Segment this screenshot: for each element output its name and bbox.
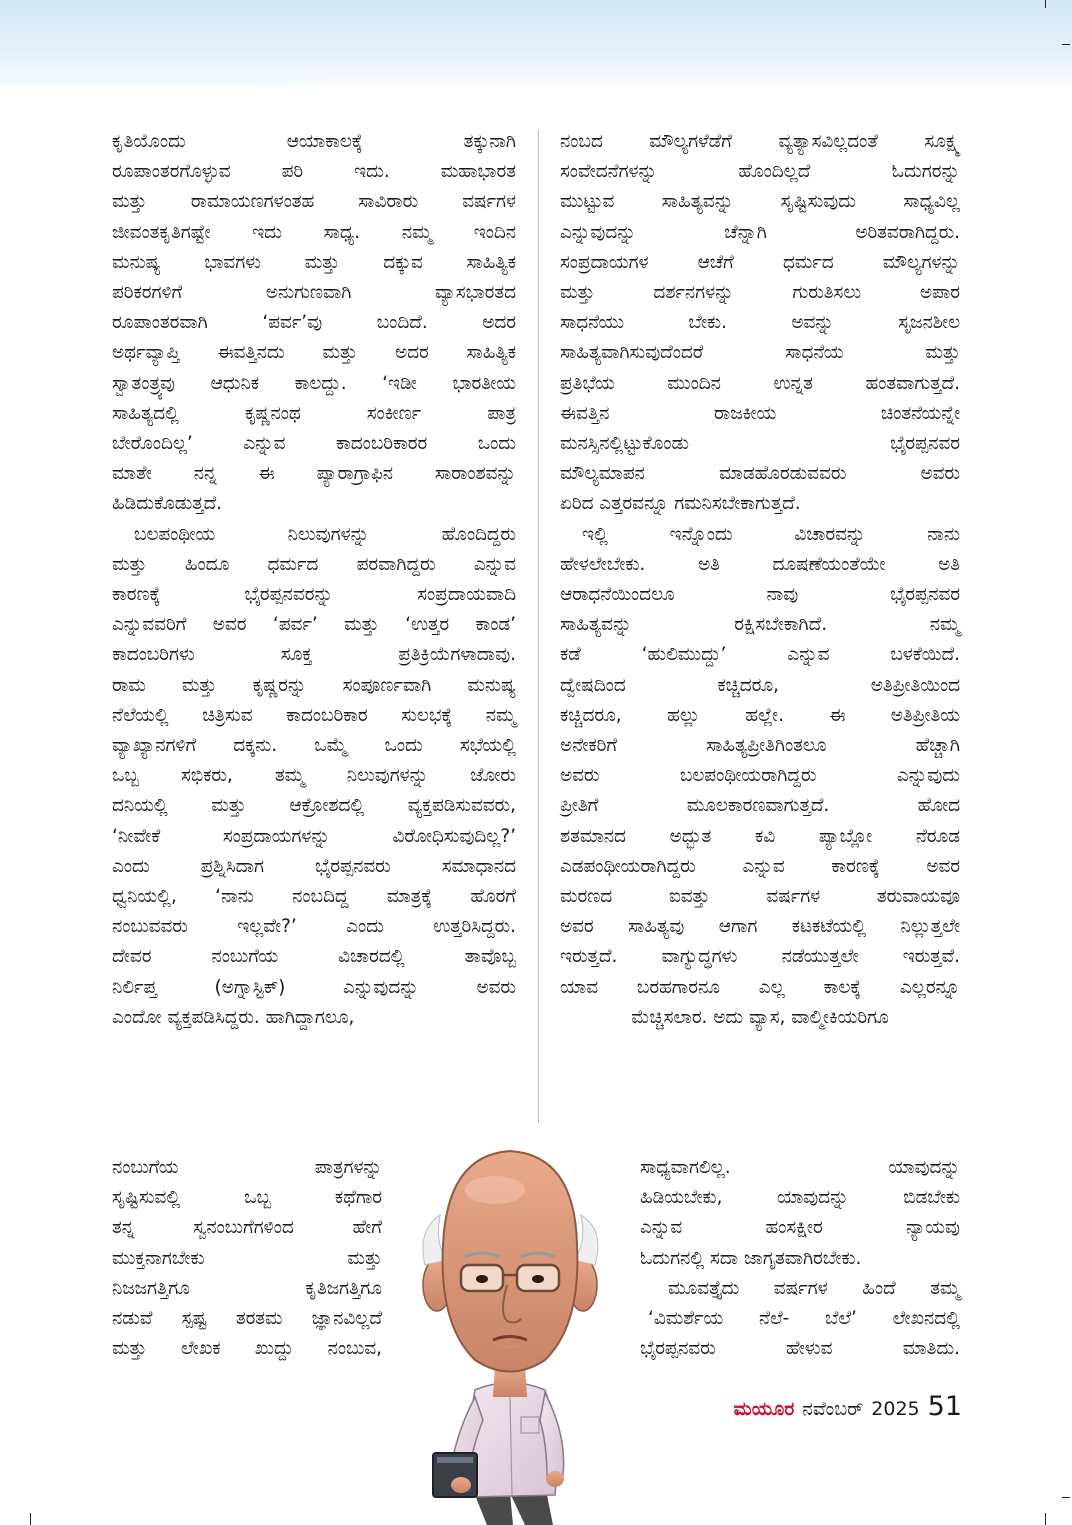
text-line: ಪ್ರೀತಿಗೆ ಮೂಲಕಾರಣವಾಗುತ್ತದೆ. ಹೋದ	[560, 795, 960, 817]
magazine-brand: ಮಯೂರ	[733, 1398, 795, 1420]
text-line: ಪರಿಕರಗಳಿಗೆ ಅನುಗುಣವಾಗಿ ವ್ಯಾಸಭಾರತದ	[112, 282, 516, 304]
text-line: ಇರುತ್ತದೆ. ವಾಗ್ಯುದ್ಧಗಳು ನಡೆಯುತ್ತಲೇ ಇರುತ್ತವೆ.	[560, 946, 960, 968]
text-line: ಸಂವೇದನೆಗಳನ್ನು ಹೊಂದಿಲ್ಲದೆ ಓದುಗರನ್ನು	[560, 161, 960, 183]
text-line: ತನ್ನ ಸ್ವನಂಬುಗೆಗಳಿಂದ ಹೇಗೆ	[112, 1217, 382, 1238]
text-line: ದ್ವೇಷದಿಂದ ಕಚ್ಚಿದರೂ, ಅತಿಪ್ರೀತಿಯಿಂದ	[560, 674, 960, 696]
text-line: ಯಾವ ಬರಹಗಾರನೂ ಎಲ್ಲ ಕಾಲಕ್ಕೆ ಎಲ್ಲರನ್ನೂ	[560, 976, 960, 998]
crop-mark-bottom-right	[1045, 1513, 1046, 1525]
text-line: ನೆಲೆಯಲ್ಲಿ ಚಿತ್ರಿಸುವ ಕಾದಂಬರಿಕಾರ ಸುಲಭಕ್ಕೆ ನಮ್ಮ	[112, 704, 516, 726]
text-line: ಇಲ್ಲಿ ಇನ್ನೊಂದು ವಿಚಾರವನ್ನು ನಾನು	[582, 523, 960, 545]
text-line: ಎನ್ನುವ ಹಂಸಕ್ಷೀರ ನ್ಯಾಯವು	[640, 1217, 960, 1238]
text-line: ಸಾಹಿತ್ಯವಾಗಿಸುವುದೆಂದರೆ ಸಾಧನೆಯ ಮತ್ತು	[560, 342, 960, 364]
text-line: ರೂಪಾಂತರವಾಗಿ ‘ಪರ್ವ’ವು ಬಂದಿದೆ. ಅದರ	[112, 312, 516, 334]
text-line: ಶತಮಾನದ ಅದ್ಭುತ ಕವಿ ಪ್ಯಾಬ್ಲೋ ನೆರೂಡ	[560, 825, 960, 847]
text-line: ಸಾಹಿತ್ಯವನ್ನು ರಕ್ಷಿಸಬೇಕಾಗಿದೆ. ನಮ್ಮ	[560, 614, 960, 636]
text-line: ದೇವರ ನಂಬುಗೆಯ ವಿಚಾರದಲ್ಲಿ ತಾವೊಬ್ಬ	[112, 946, 516, 968]
text-line: ಪ್ರತಿಭೆಯ ಮುಂದಿನ ಉನ್ನತ ಹಂತವಾಗುತ್ತದೆ.	[560, 372, 960, 394]
text-line: ಜೀವಂತಕೃತಿಗಷ್ಟೇ ಇದು ಸಾಧ್ಯ. ನಮ್ಮ ಇಂದಿನ	[112, 221, 516, 243]
crop-mark-top-right	[1045, 0, 1046, 8]
text-line: ಹಿಡಿಯಬೇಕು, ಯಾವುದನ್ನು ಬಿಡಬೇಕು	[640, 1187, 960, 1208]
text-line: ಅನೇಕರಿಗೆ ಸಾಹಿತ್ಯಪ್ರೀತಿಗಿಂತಲೂ ಹೆಚ್ಚಾಗಿ	[560, 735, 960, 757]
text-line: ರೂಪಾಂತರಗೊಳ್ಳುವ ಪರಿ ಇದು. ಮಹಾಭಾರತ	[112, 161, 516, 183]
text-line: ಎಡಪಂಥೀಯರಾಗಿದ್ದರು ಎನ್ನುವ ಕಾರಣಕ್ಕೆ ಅವರ	[560, 855, 960, 877]
text-line: ಸಂಪ್ರದಾಯಗಳ ಆಚೆಗೆ ಧರ್ಮದ ಮೌಲ್ಯಗಳನ್ನು	[560, 251, 960, 273]
text-line: ಮುಟ್ಟುವ ಸಾಹಿತ್ಯವನ್ನು ಸೃಷ್ಟಿಸುವುದು ಸಾಧ್ಯವಿಲ್ಲ	[560, 191, 960, 213]
text-line: ಅರ್ಥವ್ಯಾಪ್ತಿ ಈವತ್ತಿನದು ಮತ್ತು ಅದರ ಸಾಹಿತ್ಯಿಕ	[112, 342, 516, 364]
text-line: ಎಂದೋ ವ್ಯಕ್ತಪಡಿಸಿದ್ದರು. ಹಾಗಿದ್ದಾಗಲೂ,	[112, 1006, 355, 1028]
author-caricature	[395, 1135, 625, 1525]
text-line: ಒಬ್ಬ ಸಭಿಕರು, ತಮ್ಮ ನಿಲುವುಗಳನ್ನು ಜೋರು	[112, 765, 516, 787]
text-line: ನಂಬದ ಮೌಲ್ಯಗಳೆಡೆಗೆ ವ್ಯತ್ಯಾಸವಿಲ್ಲದಂತೆ ಸೂಕ್ಷ್ಮ	[560, 131, 960, 152]
column-divider	[538, 130, 539, 1123]
text-line: ಮನಸ್ಸಿನಲ್ಲಿಟ್ಟುಕೊಂಡು ಭೈರಪ್ಪನವರ	[560, 433, 960, 455]
text-line: ಮೆಚ್ಚಿಸಲಾರ. ಅದು ವ್ಯಾಸ, ವಾಲ್ಮೀಕಿಯರಿಗೂ	[631, 1006, 889, 1028]
text-line: ನಡುವೆ ಸ್ಪಷ್ಟ ತರತಮ ಜ್ಞಾನವಿಲ್ಲದೆ	[112, 1308, 382, 1329]
text-line: ಏರಿದ ಎತ್ತರವನ್ನೂ ಗಮನಿಸಬೇಕಾಗುತ್ತದೆ.	[560, 493, 801, 515]
text-line: ಕಾರಣಕ್ಕೆ ಭೈರಪ್ಪನವರನ್ನು ಸಂಪ್ರದಾಯವಾದಿ	[112, 584, 516, 606]
text-line: ಓದುಗನಲ್ಲಿ ಸದಾ ಜಾಗೃತವಾಗಿರಬೇಕು.	[640, 1248, 862, 1269]
text-line: ‘ನೀವೇಕೆ ಸಂಪ್ರದಾಯಗಳನ್ನು ವಿರೋಧಿಸುವುದಿಲ್ಲ?’	[112, 825, 516, 847]
text-line: ಸಾಧನೆಯು ಬೇಕು. ಅವನ್ನು ಸೃಜನಶೀಲ	[560, 312, 960, 334]
text-line: ಕೃತಿಯೊಂದು ಆಯಾಕಾಲಕ್ಕೆ ತಕ್ಕುನಾಗಿ	[112, 131, 516, 152]
text-line: ಮತ್ತು ಲೇಖಕ ಖುದ್ದು ನಂಬುವ,	[112, 1338, 382, 1359]
text-line: ಮಾತೇ ನನ್ನ ಈ ಪ್ಯಾರಾಗ್ರಾಫಿನ ಸಾರಾಂಶವನ್ನು	[112, 463, 516, 485]
text-line: ಅವರ ಸಾಹಿತ್ಯವು ಆಗಾಗ ಕಟಕಟೆಯಲ್ಲಿ ನಿಲ್ಲುತ್ತಲೇ	[560, 916, 960, 938]
text-line: ಮನುಷ್ಯ ಭಾವಗಳು ಮತ್ತು ದಕ್ಕುವ ಸಾಹಿತ್ಯಿಕ	[112, 251, 516, 273]
text-line: ರಾಮ ಮತ್ತು ಕೃಷ್ಣರನ್ನು ಸಂಪೂರ್ಣವಾಗಿ ಮನುಷ್ಯ	[112, 674, 516, 696]
text-line: ಎಂದು ಪ್ರಶ್ನಿಸಿದಾಗ ಭೈರಪ್ಪನವರು ಸಮಾಧಾನದ	[112, 855, 516, 877]
text-line: ಭೈರಪ್ಪನವರು ಹೇಳುವ ಮಾತಿದು.	[640, 1338, 960, 1359]
text-line: ಕಾದಂಬರಿಗಳು ಸೂಕ್ತ ಪ್ರತಿಕ್ರಿಯೆಗಳಾದಾವು.	[112, 644, 516, 666]
issue-month: ನವೆಂಬರ್	[802, 1398, 864, 1420]
text-line: ಎನ್ನುವವರಿಗೆ ಅವರ ‘ಪರ್ವ’ ಮತ್ತು ‘ಉತ್ತರ ಕಾಂಡ’	[112, 614, 516, 636]
text-line: ಬೇರೊಂದಿಲ್ಲ’ ಎನ್ನುವ ಕಾದಂಬರಿಕಾರರ ಒಂದು	[112, 433, 516, 455]
article-column-left	[112, 127, 516, 1033]
crop-mark-right-upper	[1062, 44, 1070, 45]
text-line: ಮರಣದ ಐವತ್ತು ವರ್ಷಗಳ ತರುವಾಯವೂ	[560, 886, 960, 908]
text-line: ಸೃಷ್ಟಿಸುವಲ್ಲಿ ಒಬ್ಬ ಕಥೆಗಾರ	[112, 1187, 382, 1208]
text-line: ಕಡೆ ‘ಹುಲಿಮುದ್ದು’ ಎನ್ನುವ ಬಳಕೆಯಿದೆ.	[560, 644, 960, 666]
text-line: ವ್ಯಾಖ್ಯಾನಗಳಿಗೆ ದಕ್ಕನು. ಒಮ್ಮೆ ಒಂದು ಸಭೆಯಲ್ಲಿ	[112, 735, 516, 757]
text-line: ಕಚ್ಚಿದರೂ, ಹಲ್ಲು ಹಲ್ಲೇ. ಈ ಅತಿಪ್ರೀತಿಯ	[560, 704, 960, 726]
crop-mark-right-lower	[1062, 1497, 1070, 1498]
text-line: ಮತ್ತು ಹಿಂದೂ ಧರ್ಮದ ಪರವಾಗಿದ್ದರು ಎನ್ನುವ	[112, 553, 516, 575]
text-line: ಎನ್ನುವುದನ್ನು ಚೆನ್ನಾಗಿ ಅರಿತವರಾಗಿದ್ದರು.	[560, 221, 960, 243]
text-line: ದನಿಯಲ್ಲಿ ಮತ್ತು ಆಕ್ರೋಶದಲ್ಲಿ ವ್ಯಕ್ತಪಡಿಸುವವರು,	[112, 795, 516, 817]
text-line: ‘ವಿಮರ್ಶೆಯ ನೆಲೆ- ಬೆಲೆ’ ಲೇಖನದಲ್ಲಿ	[648, 1308, 960, 1329]
text-line: ಆರಾಧನೆಯಿಂದಲೂ ನಾವು ಭೈರಪ್ಪನವರ	[560, 584, 960, 606]
text-line: ಬಲಪಂಥೀಯ ನಿಲುವುಗಳನ್ನು ಹೊಂದಿದ್ದರು	[134, 523, 516, 545]
text-line: ಮೌಲ್ಯಮಾಪನ ಮಾಡಹೊರಡುವವರು ಅವರು	[560, 463, 960, 485]
text-line: ಸ್ವಾತಂತ್ರ್ಯವು ಆಧುನಿಕ ಕಾಲದ್ದು. ‘ಇಡೀ ಭಾರತೀಯ	[112, 372, 516, 394]
text-line: ನಂಬುಗೆಯ ಪಾತ್ರಗಳನ್ನು	[112, 1157, 382, 1178]
text-line: ಅವರು ಬಲಪಂಥೀಯರಾಗಿದ್ದರು ಎನ್ನುವುದು	[560, 765, 960, 787]
text-line: ಮುಕ್ತನಾಗಬೇಕು ಮತ್ತು	[112, 1248, 382, 1269]
header-band	[0, 0, 1072, 92]
text-line: ಮತ್ತು ರಾಮಾಯಣಗಳಂತಹ ಸಾವಿರಾರು ವರ್ಷಗಳ	[112, 191, 516, 213]
text-line: ಸಾಧ್ಯವಾಗಲಿಲ್ಲ. ಯಾವುದನ್ನು	[640, 1157, 960, 1178]
text-line: ಧ್ವನಿಯಲ್ಲಿ, ‘ನಾನು ನಂಬದಿದ್ದ ಮಾತ್ರಕ್ಕೆ ಹೊರಗೆ	[112, 886, 516, 908]
crop-mark-bottom-left	[30, 1513, 31, 1525]
text-line: ಮೂವತ್ತೈದು ವರ್ಷಗಳ ಹಿಂದೆ ತಮ್ಮ	[668, 1278, 960, 1299]
article-column-right	[560, 127, 960, 1033]
page-number: 51	[927, 1391, 962, 1422]
text-line: ನಂಬುವವರು ಇಲ್ಲವೇ?’ ಎಂದು ಉತ್ತರಿಸಿದ್ದರು.	[112, 916, 516, 938]
text-line: ನಿಜಜಗತ್ತಿಗೂ ಕೃತಿಜಗತ್ತಿಗೂ	[112, 1278, 382, 1299]
text-line: ಸಾಹಿತ್ಯದಲ್ಲಿ ಕೃಷ್ಣನಂಥ ಸಂಕೀರ್ಣ ಪಾತ್ರ	[112, 402, 516, 424]
text-line: ಈವತ್ತಿನ ರಾಜಕೀಯ ಚಿಂತನೆಯನ್ನೇ	[560, 402, 960, 424]
text-line: ಹಿಡಿದುಕೊಡುತ್ತದೆ.	[112, 493, 223, 515]
page-footer	[734, 1391, 962, 1422]
issue-year: 2025	[871, 1398, 920, 1420]
text-line: ಹೇಳಲೇಬೇಕು. ಅತಿ ದೂಷಣೆಯಂತೆಯೇ ಅತಿ	[560, 553, 960, 575]
text-line: ಮತ್ತು ದರ್ಶನಗಳನ್ನು ಗುರುತಿಸಲು ಅಪಾರ	[560, 282, 960, 304]
text-line: ನಿರ್ಲಿಪ್ತ (ಅಗ್ನಾಸ್ಟಿಕ್) ಎನ್ನುವುದನ್ನು ಅವರು	[112, 976, 516, 998]
